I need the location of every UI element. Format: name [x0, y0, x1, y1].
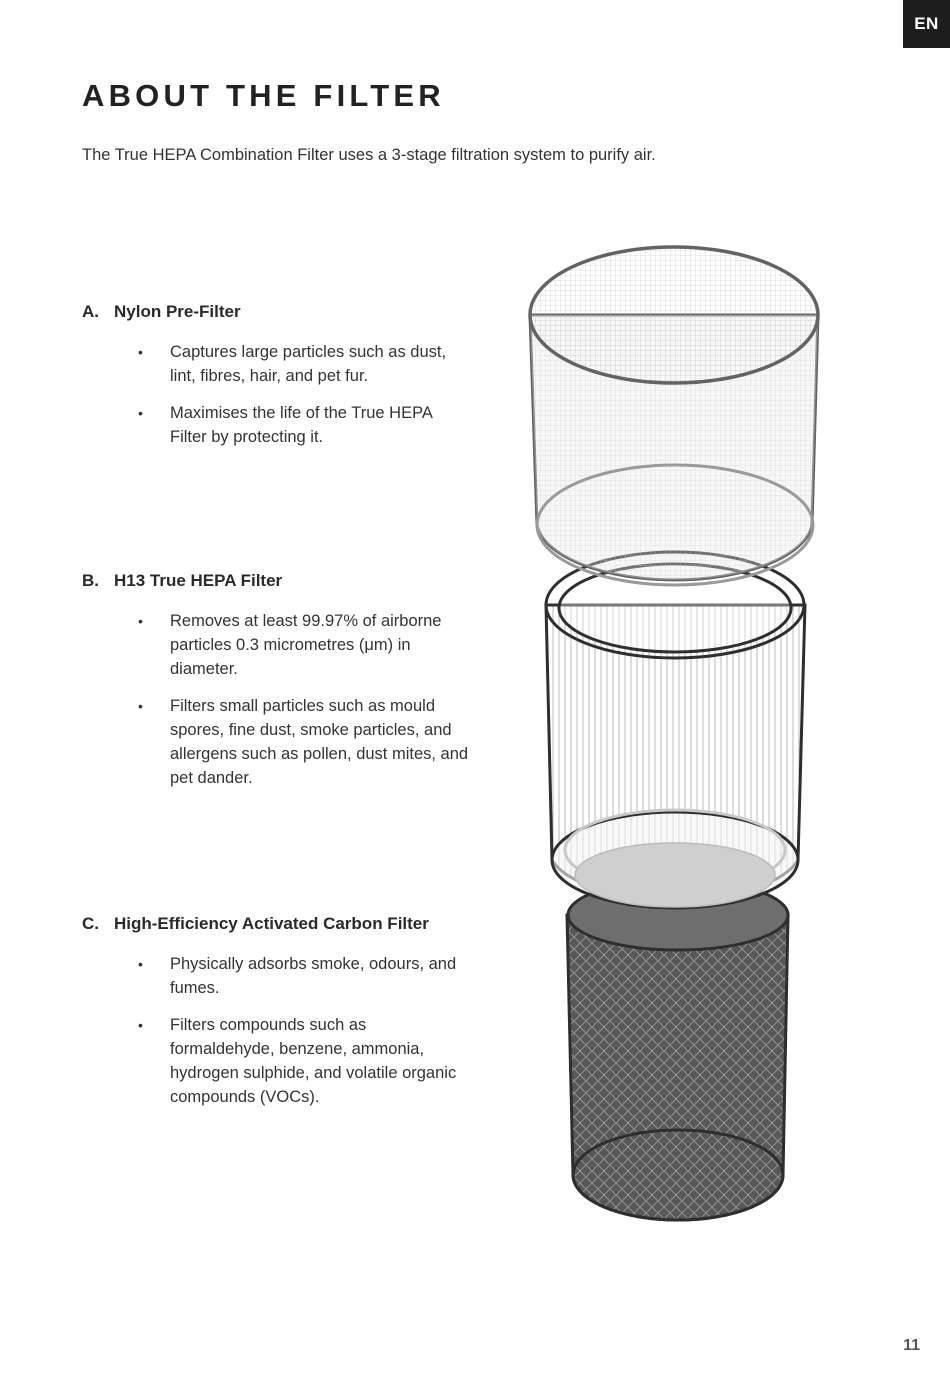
section-heading: [82, 571, 482, 591]
bullet-icon: •: [138, 405, 143, 421]
bullet-text: Filters small particles such as mould spores, fine dust, smoke particles, and allergens such as pollen, dust mites, and pet dander.: [170, 697, 469, 787]
list-item: [138, 1013, 470, 1109]
section-title: H13 True HEPA Filter: [114, 571, 283, 590]
section-title: High-Efficiency Activated Carbon Filter: [114, 914, 429, 933]
intro-text: The True HEPA Combination Filter uses a 3-stage filtration system to purify air.: [82, 146, 656, 164]
bullet-text: Removes at least 99.97% of airborne particles 0.3 micrometres (μm) in diameter.: [170, 612, 442, 678]
bullet-list: [82, 340, 482, 449]
carbon-filter-cylinder: [567, 880, 788, 1220]
section-letter: C.: [82, 914, 99, 933]
bullet-list: [82, 952, 482, 1109]
list-item: [138, 340, 470, 388]
bullet-text: Captures large particles such as dust, lint, fibres, hair, and pet fur.: [170, 343, 447, 385]
filter-stack-illustration: [520, 235, 840, 1235]
list-item: [138, 401, 470, 449]
bullet-text: Filters compounds such as formaldehyde, benzene, ammonia, hydrogen sulphide, and volatile organic compounds (VOCs).: [170, 1016, 457, 1106]
list-item: [138, 952, 470, 1000]
bullet-text: Physically adsorbs smoke, odours, and fumes.: [170, 955, 457, 997]
bullet-icon: •: [138, 1017, 143, 1033]
list-item: [138, 609, 470, 681]
bullet-list: [82, 609, 482, 790]
bullet-text: Maximises the life of the True HEPA Filter by protecting it.: [170, 404, 432, 446]
section-heading: [82, 914, 482, 934]
bullet-icon: •: [138, 344, 143, 360]
section-hepa-filter: [82, 571, 482, 803]
prefilter-cylinder: [530, 247, 818, 585]
section-carbon-filter: [82, 914, 482, 1122]
section-nylon-prefilter: [82, 302, 482, 462]
page-title: ABOUT THE FILTER: [82, 78, 445, 113]
hepa-filter-cylinder: [546, 552, 805, 908]
section-heading: [82, 302, 482, 322]
list-item: [138, 694, 470, 790]
bullet-icon: •: [138, 613, 143, 629]
section-letter: A.: [82, 302, 99, 321]
section-letter: B.: [82, 571, 99, 590]
bullet-icon: •: [138, 698, 143, 714]
section-title: Nylon Pre-Filter: [114, 302, 241, 321]
language-badge: EN: [903, 0, 950, 48]
page-number: 11: [903, 1337, 920, 1354]
bullet-icon: •: [138, 956, 143, 972]
